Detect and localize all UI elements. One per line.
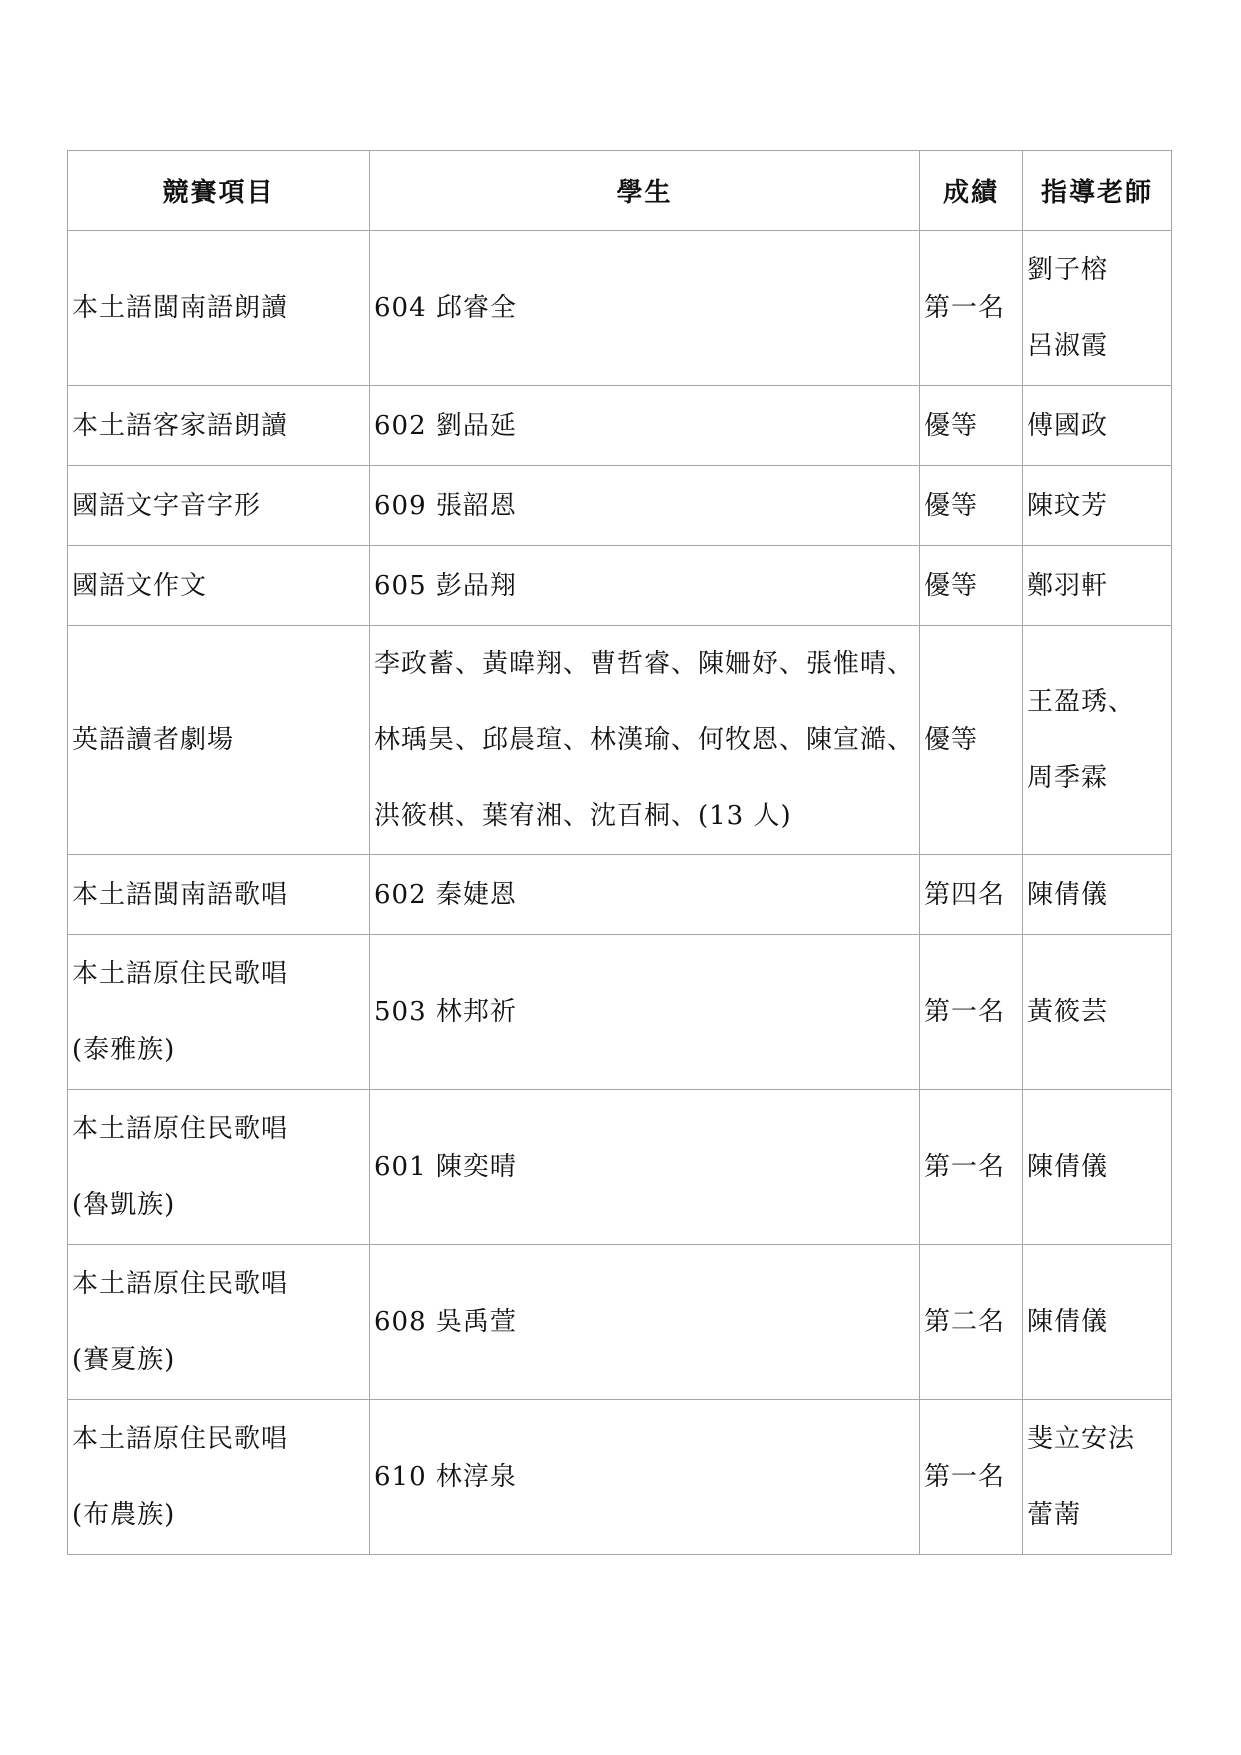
event-cell bbox=[68, 935, 370, 1090]
score-cell bbox=[920, 626, 1023, 855]
teacher-cell bbox=[1023, 935, 1172, 1090]
event-subtitle: (布農族) bbox=[72, 1500, 176, 1530]
event-name: 國語文作文 bbox=[72, 570, 208, 601]
student-name: 503 林邦祈 bbox=[374, 997, 517, 1027]
teacher-name: 斐立安法 bbox=[1027, 1424, 1136, 1454]
score-cell bbox=[920, 231, 1023, 386]
student-name: 602 秦婕恩 bbox=[374, 879, 517, 910]
event-subtitle: (賽夏族) bbox=[72, 1345, 176, 1375]
header-event: 競賽項目 bbox=[68, 151, 370, 231]
event-name: 本土語閩南語歌唱 bbox=[72, 879, 289, 910]
student-cell bbox=[370, 466, 920, 546]
header-row bbox=[68, 151, 1172, 231]
table-row bbox=[68, 386, 1172, 466]
teacher-name: 劉子榕 bbox=[1027, 255, 1109, 285]
teacher-cell bbox=[1023, 466, 1172, 546]
event-name: 本土語閩南語朗讀 bbox=[72, 293, 289, 323]
teacher-cell bbox=[1023, 855, 1172, 935]
teacher-name: 陳玟芳 bbox=[1027, 490, 1109, 521]
teacher-cell bbox=[1023, 626, 1172, 855]
event-cell bbox=[68, 386, 370, 466]
student-cell bbox=[370, 386, 920, 466]
score-value: 優等 bbox=[924, 570, 979, 601]
score-cell bbox=[920, 935, 1023, 1090]
header-score: 成績 bbox=[920, 151, 1023, 231]
score-value: 優等 bbox=[924, 410, 979, 441]
event-name: 本土語原住民歌唱 bbox=[72, 959, 289, 989]
table-row bbox=[68, 466, 1172, 546]
student-cell bbox=[370, 1400, 920, 1555]
score-value: 第一名 bbox=[924, 1152, 1006, 1182]
score-value: 優等 bbox=[924, 490, 979, 521]
teacher-name: 陳倩儀 bbox=[1027, 1307, 1109, 1337]
score-cell bbox=[920, 1245, 1023, 1400]
table-row bbox=[68, 1245, 1172, 1400]
score-value: 第二名 bbox=[924, 1307, 1006, 1337]
teacher-name: 黃筱芸 bbox=[1027, 997, 1109, 1027]
event-cell bbox=[68, 466, 370, 546]
table-row bbox=[68, 1090, 1172, 1245]
teacher-cell bbox=[1023, 1245, 1172, 1400]
teacher-cell bbox=[1023, 386, 1172, 466]
score-cell bbox=[920, 546, 1023, 626]
event-subtitle: (泰雅族) bbox=[72, 1035, 176, 1065]
student-name: 605 彭品翔 bbox=[374, 570, 517, 601]
score-value: 第四名 bbox=[924, 879, 1006, 910]
event-name: 國語文字音字形 bbox=[72, 490, 262, 521]
event-cell bbox=[68, 1400, 370, 1555]
student-cell bbox=[370, 1090, 920, 1245]
event-name: 本土語原住民歌唱 bbox=[72, 1269, 289, 1299]
table-row bbox=[68, 231, 1172, 386]
score-cell bbox=[920, 386, 1023, 466]
teacher-cell bbox=[1023, 1090, 1172, 1245]
table-row bbox=[68, 935, 1172, 1090]
student-name: 李政蓄、黃暐翔、曹哲睿、陳姍妤、張惟晴、 bbox=[374, 649, 915, 679]
student-cell bbox=[370, 855, 920, 935]
teacher-name: 王盈琇、 bbox=[1027, 687, 1136, 717]
teacher-name: 陳倩儀 bbox=[1027, 879, 1109, 910]
student-cell bbox=[370, 935, 920, 1090]
score-cell bbox=[920, 1090, 1023, 1245]
score-cell bbox=[920, 1400, 1023, 1555]
teacher-cell bbox=[1023, 546, 1172, 626]
student-cell bbox=[370, 231, 920, 386]
event-cell bbox=[68, 855, 370, 935]
teacher-name: 傅國政 bbox=[1027, 410, 1109, 441]
teacher-name: 周季霖 bbox=[1027, 763, 1109, 793]
score-value: 優等 bbox=[924, 725, 979, 755]
event-cell bbox=[68, 1090, 370, 1245]
score-cell bbox=[920, 466, 1023, 546]
score-value: 第一名 bbox=[924, 293, 1006, 323]
student-name: 林瑀昊、邱晨瑄、林漢瑜、何牧恩、陳宣澔、 bbox=[374, 725, 915, 755]
teacher-name: 蕾萳 bbox=[1027, 1500, 1082, 1530]
student-name: 602 劉品延 bbox=[374, 410, 517, 441]
table-row bbox=[68, 546, 1172, 626]
teacher-cell bbox=[1023, 1400, 1172, 1555]
event-cell bbox=[68, 1245, 370, 1400]
student-name: 601 陳奕晴 bbox=[374, 1152, 517, 1182]
header-student: 學生 bbox=[370, 151, 920, 231]
event-subtitle: (魯凱族) bbox=[72, 1190, 176, 1220]
student-name: 608 吳禹萱 bbox=[374, 1307, 517, 1337]
student-name: 609 張韶恩 bbox=[374, 490, 517, 521]
student-cell bbox=[370, 546, 920, 626]
header-teacher: 指導老師 bbox=[1023, 151, 1172, 231]
student-cell bbox=[370, 626, 920, 855]
table-row bbox=[68, 626, 1172, 855]
results-table bbox=[67, 150, 1172, 1555]
student-cell bbox=[370, 1245, 920, 1400]
score-value: 第一名 bbox=[924, 997, 1006, 1027]
table-row bbox=[68, 855, 1172, 935]
student-name: 洪筱棋、葉宥湘、沈百桐、(13 人) bbox=[374, 801, 792, 831]
teacher-name: 呂淑霞 bbox=[1027, 331, 1109, 361]
event-name: 英語讀者劇場 bbox=[72, 725, 235, 755]
teacher-name: 鄭羽軒 bbox=[1027, 570, 1109, 601]
event-cell bbox=[68, 626, 370, 855]
student-name: 610 林淳泉 bbox=[374, 1462, 517, 1492]
event-cell bbox=[68, 546, 370, 626]
teacher-name: 陳倩儀 bbox=[1027, 1152, 1109, 1182]
event-name: 本土語原住民歌唱 bbox=[72, 1424, 289, 1454]
table-row bbox=[68, 1400, 1172, 1555]
score-value: 第一名 bbox=[924, 1462, 1006, 1492]
event-name: 本土語客家語朗讀 bbox=[72, 410, 289, 441]
score-cell bbox=[920, 855, 1023, 935]
event-name: 本土語原住民歌唱 bbox=[72, 1114, 289, 1144]
event-cell bbox=[68, 231, 370, 386]
student-name: 604 邱睿全 bbox=[374, 293, 517, 323]
teacher-cell bbox=[1023, 231, 1172, 386]
